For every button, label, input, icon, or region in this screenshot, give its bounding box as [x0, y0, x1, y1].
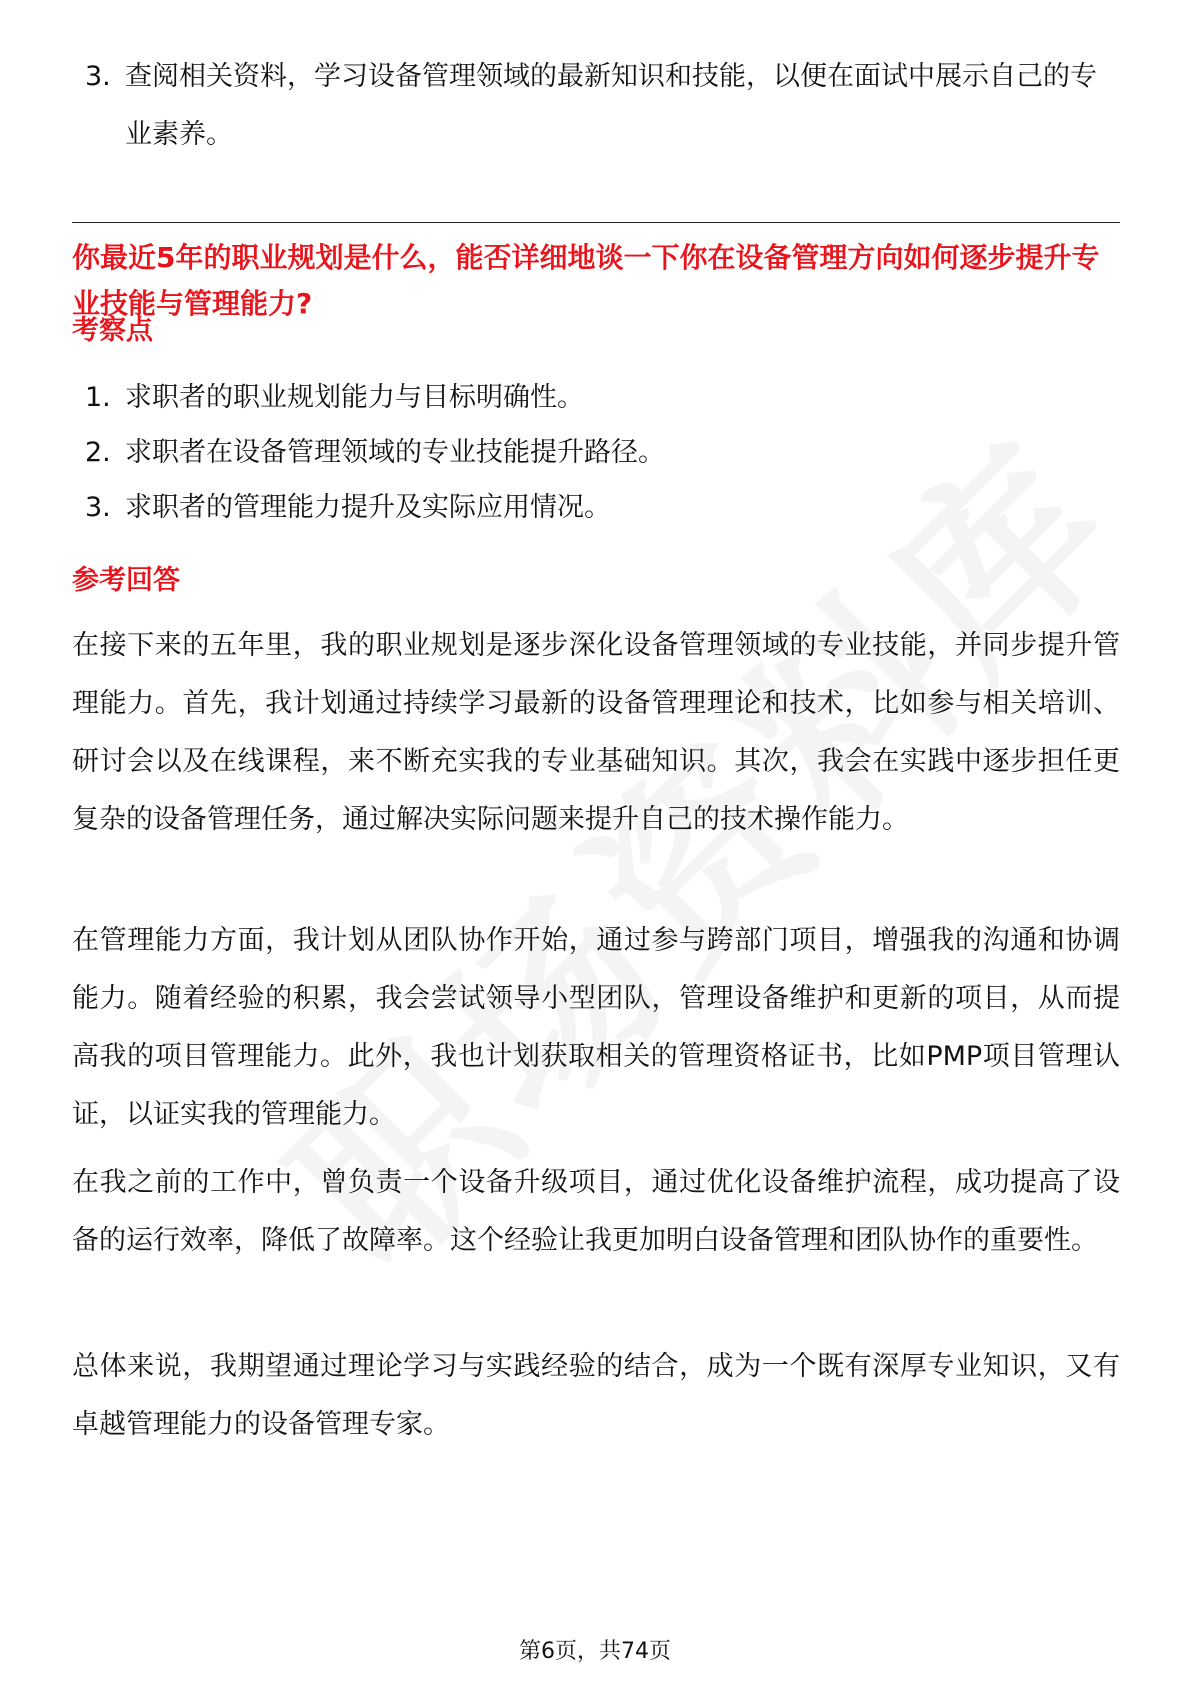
- key-point-number: 3.: [85, 492, 111, 523]
- answer-paragraph: 总体来说，我期望通过理论学习与实践经验的结合，成为一个既有深厚专业知识，又有卓越管理能力的设备管理专家。: [72, 1351, 1120, 1440]
- question-heading: 你最近5年的职业规划是什么，能否详细地谈一下你在设备管理方向如何逐步提升专业技能与管理能力?: [72, 241, 1100, 320]
- key-point-text: 求职者的管理能力提升及实际应用情况。: [125, 492, 611, 523]
- section-divider: [72, 222, 1120, 223]
- answer-paragraph: 在接下来的五年里，我的职业规划是逐步深化设备管理领域的专业技能，并同步提升管理能力。首先，我计划通过持续学习最新的设备管理理论和技术，比如参与相关培训、研讨会以及在线课程，来不断充实我的专业基础知识。其次，我会在实践中逐步担任更复杂的设备管理任务，通过解决实际问题来提升自己的技术操作能力。: [72, 630, 1120, 835]
- key-point-number: 1.: [85, 382, 111, 413]
- key-point-text: 求职者的职业规划能力与目标明确性。: [125, 382, 584, 413]
- list-item-text: 查阅相关资料，学习设备管理领域的最新知识和技能，以便在面试中展示自己的专业素养。: [125, 61, 1097, 150]
- page-footer: 第6页，共74页: [519, 1639, 671, 1664]
- key-points-label: 考察点: [72, 315, 153, 346]
- answer-paragraph: 在我之前的工作中，曾负责一个设备升级项目，通过优化设备维护流程，成功提高了设备的运行效率，降低了故障率。这个经验让我更加明白设备管理和团队协作的重要性。: [72, 1167, 1120, 1256]
- key-point-number: 2.: [85, 437, 111, 468]
- answer-paragraph: 在管理能力方面，我计划从团队协作开始，通过参与跨部门项目，增强我的沟通和协调能力。随着经验的积累，我会尝试领导小型团队，管理设备维护和更新的项目，从而提高我的项目管理能力。此外，我也计划获取相关的管理资格证书，比如PMP项目管理认证，以证实我的管理能力。: [72, 925, 1120, 1130]
- list-item-number: 3.: [85, 61, 111, 92]
- key-point-text: 求职者在设备管理领域的专业技能提升路径。: [125, 437, 665, 468]
- reference-answer-label: 参考回答: [72, 565, 180, 596]
